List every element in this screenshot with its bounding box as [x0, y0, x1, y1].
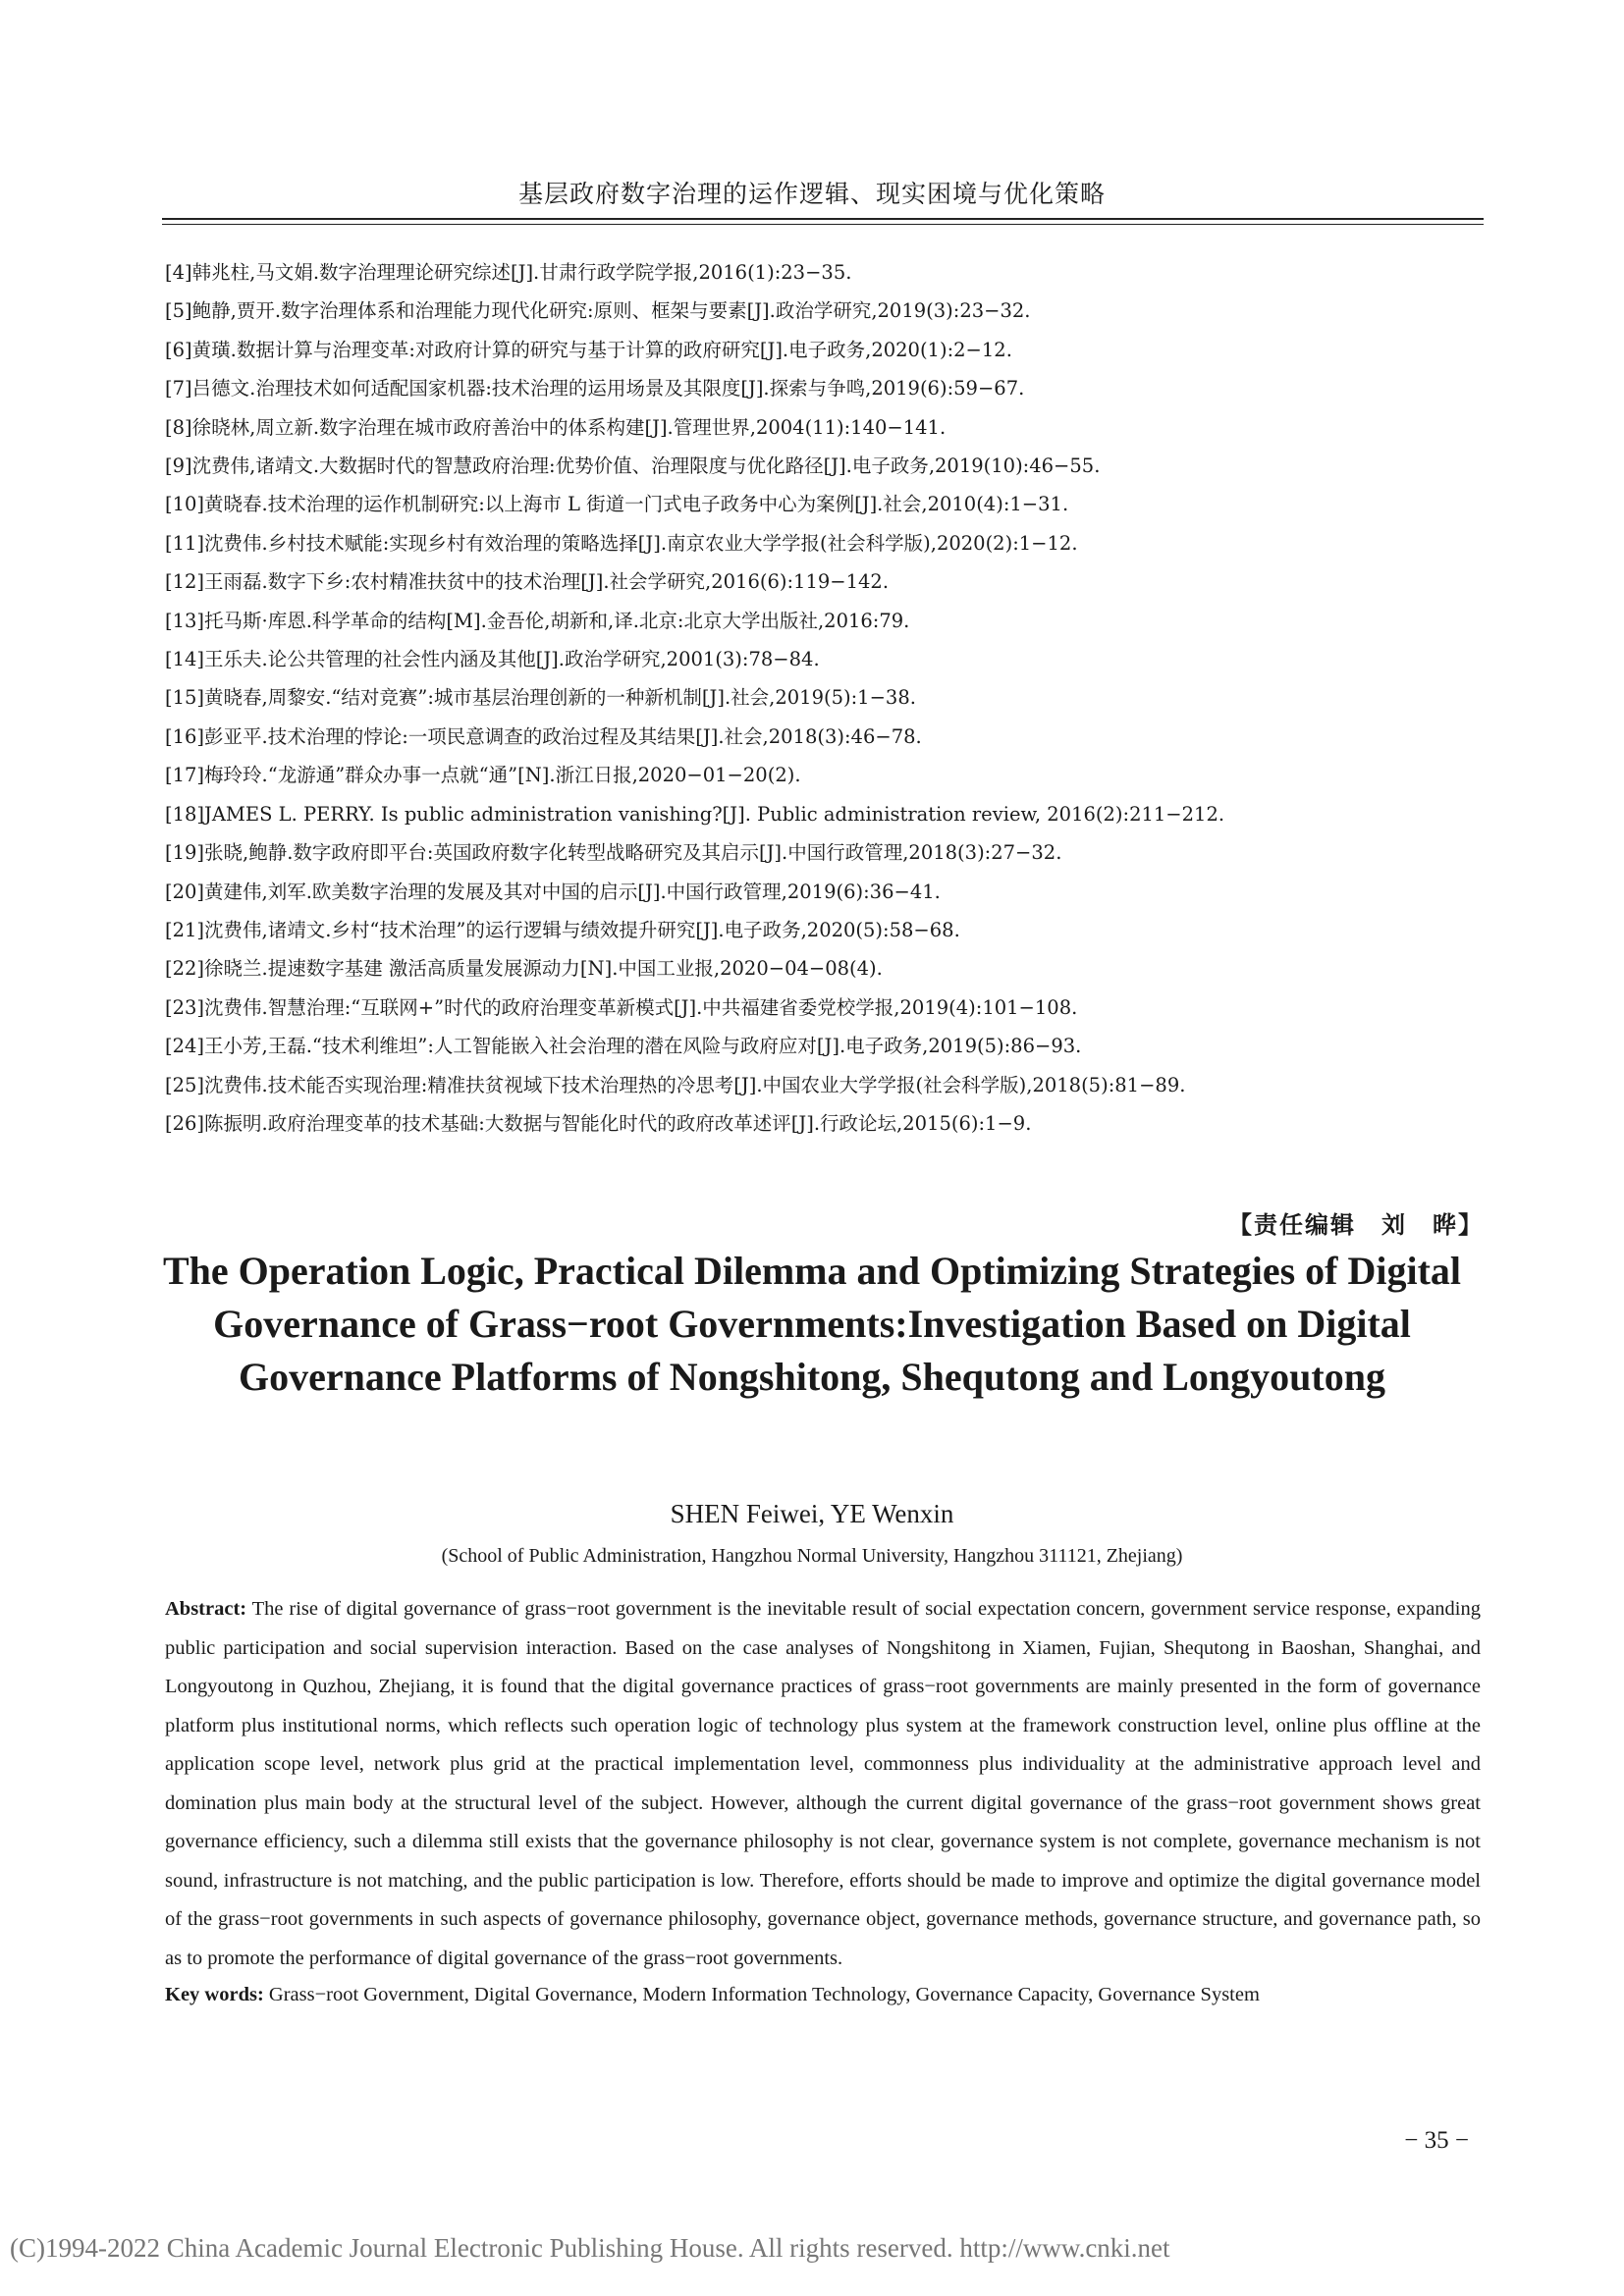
copyright-line: (C)1994-2022 China Academic Journal Electronic Publishing House. All rights reserved. http://www.cnki.net [10, 2233, 1170, 2263]
reference-item: [7]吕德文.治理技术如何适配国家机器:技术治理的运用场景及其限度[J].探索与争鸣,2019(6):59−67. [165, 377, 1025, 400]
running-header-title: 基层政府数字治理的运作逻辑、现实困境与优化策略 [517, 180, 1106, 208]
reference-item: [8]徐晓林,周立新.数字治理在城市政府善治中的体系构建[J].管理世界,2004(11):140−141. [165, 415, 947, 439]
reference-item: [5]鲍静,贾开.数字治理体系和治理能力现代化研究:原则、框架与要素[J].政治学研究,2019(3):23−32. [165, 299, 1031, 323]
reference-item: [9]沈费伟,诸靖文.大数据时代的智慧政府治理:优势价值、治理限度与优化路径[J].电子政务,2019(10):46−55. [165, 454, 1101, 478]
reference-item: [23]沈费伟.智慧治理:“互联网+”时代的政府治理变革新模式[J].中共福建省委党校学报,2019(4):101−108. [165, 995, 1078, 1019]
reference-item: [18]JAMES L. PERRY. Is public administration vanishing?[J]. Public administration review, 2016(2):211−212. [165, 802, 1225, 826]
keywords-text: Grass−root Government, Digital Governance, Modern Information Technology, Governance Capacity, Governance System [268, 1984, 1260, 2005]
reference-item: [20]黄建伟,刘军.欧美数字治理的发展及其对中国的启示[J].中国行政管理,2019(6):36−41. [165, 880, 941, 903]
reference-item: [21]沈费伟,诸靖文.乡村“技术治理”的运行逻辑与绩效提升研究[J].电子政务,2020(5):58−68. [165, 918, 960, 941]
responsible-editor-note: 【责任编辑 刘 晔】 [1228, 1211, 1484, 1239]
reference-item: [22]徐晓兰.提速数字基建 激活高质量发展源动力[N].中国工业报,2020−04−08(4). [165, 957, 883, 981]
reference-item: [10]黄晓春.技术治理的运作机制研究:以上海市 L 街道一门式电子政务中心为案例[J].社会,2010(4):1−31. [165, 493, 1069, 516]
reference-item: [17]梅玲玲.“龙游通”群众办事一点就“通”[N].浙江日报,2020−01−20(2). [165, 764, 801, 787]
reference-item: [13]托马斯·库恩.科学革命的结构[M].金吾伦,胡新和,译.北京:北京大学出版社,2016:79. [165, 609, 910, 632]
reference-item: [12]王雨磊.数字下乡:农村精准扶贫中的技术治理[J].社会学研究,2016(6):119−142. [165, 570, 890, 594]
reference-item: [14]王乐夫.论公共管理的社会性内涵及其他[J].政治学研究,2001(3):78−84. [165, 648, 820, 671]
english-keywords [165, 1977, 1481, 2012]
reference-item: [16]彭亚平.技术治理的悖论:一项民意调查的政治过程及其结果[J].社会,2018(3):46−78. [165, 724, 922, 748]
english-title: The Operation Logic, Practical Dilemma and Optimizing Strategies of Digital Governance of Grass−root Governments:Investigation Based on Digital Governance Platforms of Nongshitong, Shequtong and Longyoutong [162, 1249, 1462, 1399]
reference-item: [25]沈费伟.技术能否实现治理:精准扶贫视域下技术治理热的冷思考[J].中国农业大学学报(社会科学版),2018(5):81−89. [165, 1073, 1186, 1096]
english-abstract [165, 1590, 1481, 1978]
reference-list [165, 253, 1481, 1143]
keywords-label: Key words: [165, 1984, 264, 2005]
page-number: − 35 − [1404, 2127, 1469, 2154]
english-authors: SHEN Feiwei, YE Wenxin [670, 1499, 954, 1528]
header-rule [162, 218, 1484, 225]
reference-item: [24]王小芳,王磊.“技术利维坦”:人工智能嵌入社会治理的潜在风险与政府应对[J].电子政务,2019(5):86−93. [165, 1035, 1082, 1058]
reference-item: [15]黄晓春,周黎安.“结对竞赛”:城市基层治理创新的一种新机制[J].社会,2019(5):1−38. [165, 686, 916, 710]
reference-item: [6]黄璜.数据计算与治理变革:对政府计算的研究与基于计算的政府研究[J].电子政务,2020(1):2−12. [165, 338, 1012, 361]
reference-item: [26]陈振明.政府治理变革的技术基础:大数据与智能化时代的政府改革述评[J].行政论坛,2015(6):1−9. [165, 1111, 1032, 1135]
english-affiliation: (School of Public Administration, Hangzhou Normal University, Hangzhou 311121, Zhejiang) [441, 1545, 1183, 1567]
reference-item: [4]韩兆柱,马文娟.数字治理理论研究综述[J].甘肃行政学院学报,2016(1):23−35. [165, 261, 852, 284]
abstract-label: Abstract: [165, 1598, 247, 1620]
reference-item: [19]张晓,鲍静.数字政府即平台:英国政府数字化转型战略研究及其启示[J].中国行政管理,2018(3):27−32. [165, 841, 1062, 865]
reference-item: [11]沈费伟.乡村技术赋能:实现乡村有效治理的策略选择[J].南京农业大学学报(社会科学版),2020(2):1−12. [165, 531, 1078, 555]
abstract-text: The rise of digital governance of grass−root government is the inevitable result of social expectation concern, government service response, expanding public participation and social supervision interaction. Based on the case analyses of Nongshitong in Xiamen, Fujian, Shequtong in Baoshan, Shanghai, and Longyoutong in Quzhou, Zhejiang, it is found that the digital governance practices of grass−root governments are mainly presented in the form of governance platform plus institutional norms, which reflects such operation logic of technology plus system at the framework construction level, online plus offline at the application scope level, network plus grid at the practical implementation level, commonness plus individuality at the administrative approach level and domination plus main body at the structural level of the subject. However, although the current digital governance of the grass−root government shows great governance efficiency, such a dilemma still exists that the governance philosophy is not clear, governance system is not complete, governance mechanism is not sound, infrastructure is not matching, and the public participation is low. Therefore, efforts should be made to improve and optimize the digital governance model of the grass−root governments in such aspects of governance philosophy, governance object, governance methods, governance structure, and governance path, so as to promote the performance of digital governance of the grass−root governments. [165, 1598, 1481, 1969]
